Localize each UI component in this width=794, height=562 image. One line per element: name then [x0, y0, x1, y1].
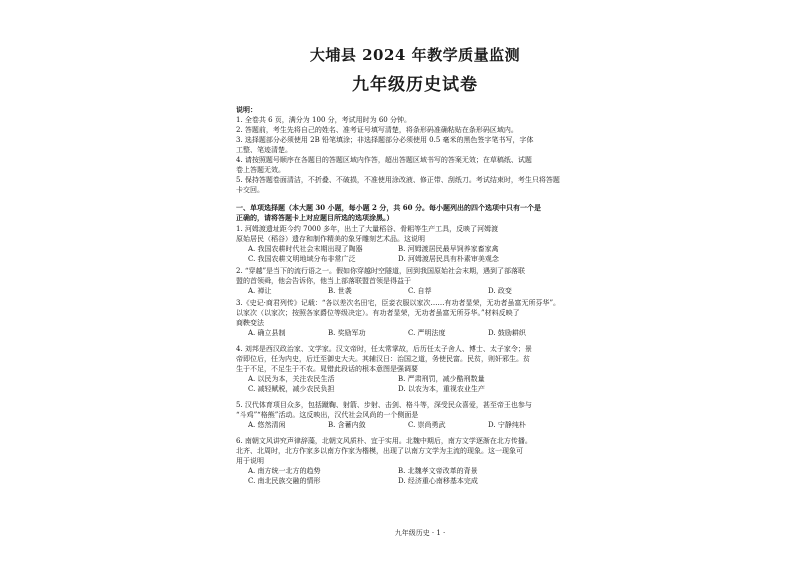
question-2 — [236, 266, 596, 296]
exam-subtitle: 九年级历史试卷 — [352, 75, 478, 95]
question-text: 盟的首领舜，他会告诉你，他当上部落联盟首领是得益于 — [236, 277, 411, 285]
option-b[interactable]: B. 北魏孝文帝改革的背景 — [398, 467, 478, 475]
option-a[interactable]: A. 禅让 — [248, 287, 272, 295]
option-c[interactable]: C. 崇尚勇武 — [408, 421, 446, 429]
option-b[interactable]: B. 含蓄内敛 — [328, 421, 366, 429]
question-text: 1. 河姆渡遗址距今约 7000 多年，出土了大量稻谷、骨耜等生产工具，反映了河姆渡 — [236, 225, 499, 233]
instruction-line: 2. 答题前，考生先将自己的姓名、准考证号填写清楚，将条形码准确粘贴在条形码区域内。 — [236, 126, 518, 134]
instruction-line: 卷上答题无效。 — [236, 166, 285, 174]
question-text: 以家次（以家次；按照各家爵位等级决定）。有功者显荣，无功者虽富无所芬华。”材料反映了 — [236, 309, 520, 317]
page-footer: 九年级历史 · 1 · — [394, 529, 446, 537]
instruction-line: 5. 保持答题卷面清洁，不折叠、不破损，不准使用涂改液、修正带、刮纸刀。考试结束时，考生只将答题 — [236, 176, 560, 184]
instruction-line: 卡交回。 — [236, 186, 264, 194]
option-d[interactable]: D. 宁静纯朴 — [488, 421, 526, 429]
option-d[interactable]: D. 河姆渡居民具有朴素审美观念 — [398, 255, 499, 263]
option-d[interactable]: D. 鼓励耕织 — [488, 329, 526, 337]
option-b[interactable]: B. 奖励军功 — [328, 329, 366, 337]
option-a[interactable]: A. 南方统一北方的趋势 — [248, 467, 321, 475]
section-heading-line: 一、单项选择题（本大题 30 小题，每小题 2 分，共 60 分。每小题列出的四个选项中只有一个是 — [236, 203, 541, 212]
question-text: 北齐、北周时，北方作家多以南方作家为楷模，出现了以南方文学为主流的现象。这一现象可 — [236, 447, 523, 455]
question-text: 生于不足，不足生于不农。晁错此段话的根本意图是强调要 — [236, 365, 418, 373]
option-b[interactable]: B. 严肃刑罚，减少酷刑数量 — [398, 375, 485, 383]
question-text: 用于说明 — [236, 457, 264, 465]
instruction-line: 3. 选择题部分必须使用 2B 铅笔填涂；非选择题部分必须使用 0.5 毫米的黑色签字笔书写，字体 — [236, 136, 534, 144]
question-3 — [236, 298, 596, 338]
question-text: 6. 南朝文风讲究声律辞藻，北朝文风质朴、宜于实用。北魏中期后，南方文学逐渐在北方传播。 — [236, 437, 532, 445]
instruction-line: 工整、笔迹清楚。 — [236, 146, 292, 154]
question-4 — [236, 344, 596, 394]
option-c[interactable]: C. 自荐 — [408, 287, 432, 295]
option-a[interactable]: A. 悠然清闲 — [248, 421, 286, 429]
question-text: 2. “穿越”是当下的流行语之一。假如你穿越时空隧道，回到我国原始社会末期，遇到了部落联 — [236, 267, 526, 275]
option-c[interactable]: C. 严明法度 — [408, 329, 446, 337]
option-a[interactable]: A. 以民为本，关注农民生活 — [248, 375, 335, 383]
option-c[interactable]: C. 南北民族交融的情形 — [248, 477, 321, 485]
question-6 — [236, 436, 596, 486]
instruction-line: 1. 全卷共 6 页，满分为 100 分，考试用时为 60 分钟。 — [236, 116, 411, 124]
option-b[interactable]: B. 世袭 — [328, 287, 352, 295]
section-heading-line: 正确的，请将答题卡上对应题目所选的选项涂黑。） — [236, 213, 394, 222]
option-d[interactable]: D. 以农为本，重视农业生产 — [398, 385, 485, 393]
section-heading — [236, 203, 596, 223]
option-a[interactable]: A. 我国农耕时代社会末期出现了陶器 — [248, 245, 363, 253]
instructions-heading: 说明： — [236, 105, 257, 114]
question-5 — [236, 400, 596, 430]
question-text: 5. 汉代体育项目众多，包括蹴鞠、射箭、步射、击剑、格斗等，深受民众喜爱，甚至帝王也参与 — [236, 401, 532, 409]
question-text: 帝即位后，任为内史，后迁至御史大夫。其辅汉日：治国之道，务使民富。民贫，则奸邪生。贫 — [236, 355, 530, 363]
option-d[interactable]: D. 政变 — [488, 287, 512, 295]
question-text: 商鞅变法 — [236, 319, 264, 327]
option-b[interactable]: B. 河姆渡居民最早饲养家畜家禽 — [398, 245, 499, 253]
question-1 — [236, 224, 596, 264]
instruction-line: 4. 请按照题号顺序在各题目的答题区域内作答，超出答题区域书写的答案无效；在草稿纸、试题 — [236, 156, 532, 164]
question-text: “斗鸡”“格熊”活动。这反映出，汉代社会风尚的一个侧面是 — [236, 411, 419, 419]
instructions — [236, 105, 596, 195]
question-text: 原始居民（稻谷）遗存和制作精美的象牙雕刻艺术品。这说明 — [236, 235, 425, 243]
question-text: 3.《史记·商君列传》记载：“各以差次名田宅，臣妾衣服以家次……有功者显荣，无功者虽富无所芬华”。 — [236, 299, 561, 307]
option-c[interactable]: C. 我国农耕文明地域分布非常广泛 — [248, 255, 356, 263]
option-c[interactable]: C. 减轻赋税，减少农民负担 — [248, 385, 335, 393]
exam-title: 大埔县 2024 年教学质量监测 — [309, 46, 521, 64]
question-text: 4. 刘邦是西汉政治家、文学家。汉文帝时，任太常掌故，后历任太子舍人、博士、太子家令；景 — [236, 345, 532, 353]
option-a[interactable]: A. 确立县制 — [248, 329, 286, 337]
option-d[interactable]: D. 经济重心南移基本完成 — [398, 477, 478, 485]
